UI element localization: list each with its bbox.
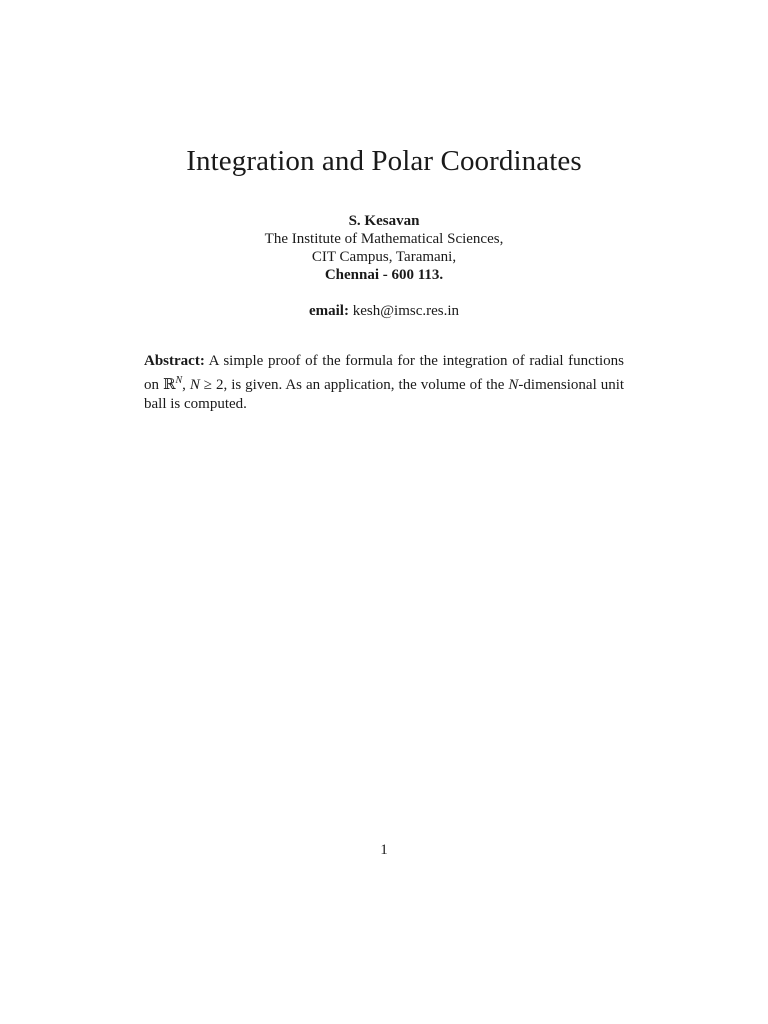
real-space-symbol: ℝ <box>162 375 176 393</box>
abstract-text-2: -dimensional unit ball is computed. <box>144 377 625 412</box>
email-label: email: <box>308 303 349 319</box>
abstract-text-1: A simple proof of the formula for the integration of radial functions on <box>144 353 624 393</box>
affiliation-line-2: CIT Campus, Taramani, <box>311 249 457 265</box>
email-address: kesh@imsc.res.in <box>352 303 460 319</box>
author-name: S. Kesavan <box>348 213 420 229</box>
abstract-label: Abstract: <box>144 353 205 369</box>
real-space-exponent: N <box>175 375 183 386</box>
paper-title: Integration and Polar Coordinates <box>186 145 582 177</box>
abstract-variable-n: N <box>189 377 200 393</box>
email-line <box>0 303 768 320</box>
affiliation-line-1: The Institute of Mathematical Sciences, <box>264 231 504 247</box>
abstract-variable-n-2: N <box>508 377 519 393</box>
abstract-condition: ≥ 2, is given. As an application, the volume of the <box>199 377 509 393</box>
author-block <box>0 212 768 284</box>
page-number: 1 <box>380 842 388 858</box>
abstract <box>144 352 624 414</box>
abstract-separator: , <box>182 377 190 393</box>
affiliation-line-3: Chennai - 600 113. <box>324 267 444 283</box>
